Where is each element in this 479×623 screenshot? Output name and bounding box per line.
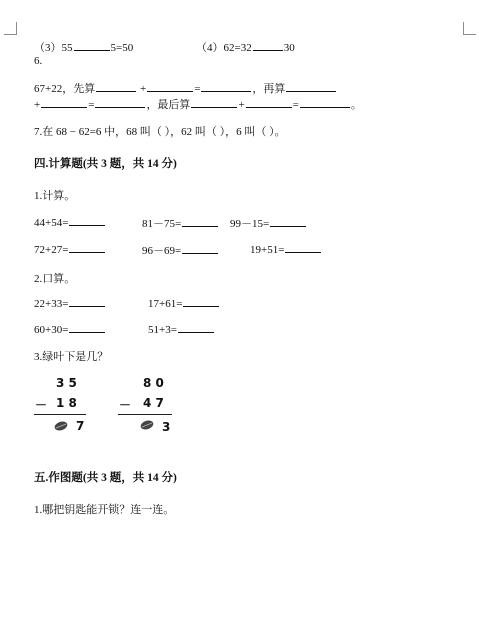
sum-line bbox=[118, 414, 172, 415]
question-4-3: 3.绿叶下是几？ bbox=[34, 351, 109, 363]
answer-blank[interactable] bbox=[182, 216, 218, 227]
question-6-line-2: + = ，最后算 + = 。 bbox=[34, 99, 362, 111]
calc-item: 96－69= bbox=[142, 242, 219, 258]
oral-calc-item: 22+33= bbox=[34, 296, 106, 310]
fill-blank-q4: （4）62=32 30 bbox=[196, 42, 295, 54]
leaf-icon bbox=[140, 420, 154, 430]
calc-item: 19+51= bbox=[250, 242, 322, 256]
sum-line bbox=[34, 414, 86, 415]
oral-calc-item: 17+61= bbox=[148, 296, 220, 310]
minuend: 3 5 bbox=[56, 376, 77, 390]
minus-sign: － bbox=[35, 398, 48, 412]
page-corner-mark bbox=[4, 22, 17, 35]
answer-blank[interactable] bbox=[96, 81, 136, 92]
answer-blank[interactable] bbox=[191, 97, 237, 108]
answer-blank[interactable] bbox=[285, 242, 321, 253]
question-4-2: 2.口算。 bbox=[34, 273, 76, 285]
calc-item: 99－15= bbox=[230, 215, 307, 231]
question-6-number: 6. bbox=[34, 55, 43, 67]
calc-item: 81－75= bbox=[142, 215, 219, 231]
answer-blank[interactable] bbox=[69, 242, 105, 253]
leaf-icon bbox=[54, 421, 68, 431]
answer-blank[interactable] bbox=[69, 322, 105, 333]
answer-blank[interactable] bbox=[183, 296, 219, 307]
answer-blank[interactable] bbox=[69, 296, 105, 307]
question-6-line-1: 67+22，先算 + = ，再算 bbox=[34, 80, 337, 96]
answer-blank[interactable] bbox=[95, 97, 145, 108]
answer-blank[interactable] bbox=[182, 243, 218, 254]
result-digit: 7 bbox=[76, 419, 85, 433]
section-4-title: 四.计算题(共 3 题，共 14 分) bbox=[34, 158, 177, 170]
answer-blank[interactable] bbox=[246, 97, 292, 108]
oral-calc-item: 51+3= bbox=[148, 322, 215, 336]
section-5-title: 五.作图题(共 3 题，共 14 分) bbox=[34, 472, 177, 484]
answer-blank[interactable] bbox=[41, 97, 87, 108]
answer-blank[interactable] bbox=[178, 322, 214, 333]
minuend: 8 0 bbox=[143, 376, 164, 390]
subtrahend: 1 8 bbox=[56, 396, 77, 410]
answer-blank[interactable] bbox=[201, 81, 251, 92]
calc-item: 72+27= bbox=[34, 242, 106, 256]
answer-blank[interactable] bbox=[253, 40, 283, 51]
result-digit: 3 bbox=[162, 420, 171, 434]
page-corner-mark bbox=[463, 22, 476, 35]
answer-blank[interactable] bbox=[300, 97, 350, 108]
fill-blank-q3: （3）55 5=50 bbox=[34, 42, 134, 54]
answer-blank[interactable] bbox=[147, 81, 193, 92]
question-5-1: 1.哪把钥匙能开锁？连一连。 bbox=[34, 504, 175, 516]
answer-blank[interactable] bbox=[286, 81, 336, 92]
answer-blank[interactable] bbox=[270, 216, 306, 227]
calc-item: 44+54= bbox=[34, 215, 106, 229]
question-7: 7.在 68 − 62=6 中，68 叫（ ），62 叫（ ），6 叫（ ）。 bbox=[34, 126, 286, 138]
subtrahend: 4 7 bbox=[143, 396, 164, 410]
question-4-1: 1.计算。 bbox=[34, 190, 76, 202]
oral-calc-item: 60+30= bbox=[34, 322, 106, 336]
answer-blank[interactable] bbox=[69, 215, 105, 226]
minus-sign: － bbox=[119, 398, 132, 412]
answer-blank[interactable] bbox=[74, 40, 110, 51]
